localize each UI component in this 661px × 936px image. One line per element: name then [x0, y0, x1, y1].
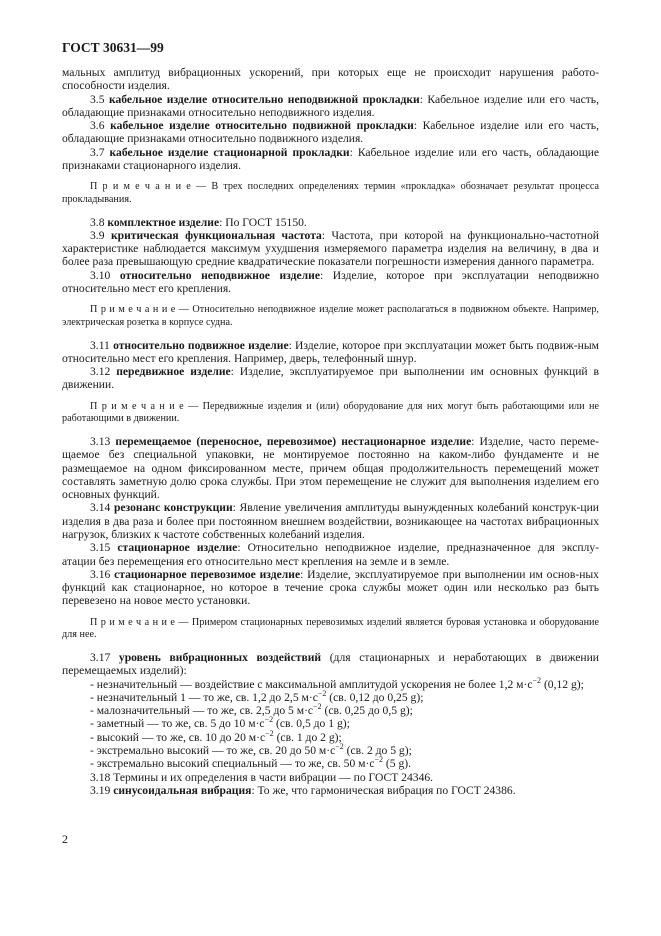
- clause-term: относительно неподвижное изделие: [119, 268, 320, 282]
- clause-3-13: [62, 435, 599, 501]
- clause-3-10: [62, 269, 599, 296]
- exponent: −2: [265, 728, 274, 738]
- clause-text: : Изделие, часто переме-щаемое без специальной упаковки, не монтируемое постоянно на каком-либо фундаменте и не размещаемое на одном фиксированном месте, причем общая продолжительность перемещений может составлять заметную долю срока службы. При этом перемещение не служит для выполнения изделием его основных функций.: [62, 434, 599, 502]
- clause-number: 3.13: [90, 434, 111, 448]
- clause-number: 3.10: [90, 268, 111, 282]
- clause-number: 3.15: [90, 541, 111, 555]
- list-item-suffix: (св. 2 до 5 g);: [343, 744, 412, 758]
- note-text: — В трех последних определениях термин «прокладка» обозначает результат процесса прокладывания.: [62, 181, 599, 205]
- clause-3-14: [62, 501, 599, 541]
- clause-number: 3.8: [90, 215, 105, 229]
- list-item-text: - незначительный 1 — то же, св. 1,2 до 2,5 м·с: [90, 690, 318, 704]
- clause-3-5: [62, 93, 599, 120]
- exponent: −2: [335, 742, 344, 752]
- clause-number: 3.11: [90, 338, 110, 352]
- clause-term: перемещаемое (переносное, перевозимое) нестационарное изделие: [115, 434, 472, 448]
- note-4: [62, 617, 599, 642]
- list-item-suffix: (св. 1 до 2 g);: [273, 730, 342, 744]
- clause-text: : По ГОСТ 15150.: [219, 215, 307, 229]
- note-3: [62, 401, 599, 426]
- list-item-text: - экстремально высокий — то же, св. 20 до 50 м·с: [90, 744, 336, 758]
- clause-text: : Изделие, которое при эксплуатации неподвижно относительно мест его крепления.: [62, 268, 599, 296]
- list-item-text: - малозначительный — то же, св. 2,5 до 5 м·с: [90, 704, 314, 718]
- clause-text: : То же, что гармоническая вибрация по ГОСТ 24386.: [251, 783, 516, 797]
- list-item: [62, 688, 599, 704]
- list-item-text: - заметный — то же, св. 5 до 10 м·с: [90, 717, 265, 731]
- clause-text: : Кабельное изделие или его часть, обладающие признаками относительно неподвижного изделия.: [62, 92, 599, 119]
- intro-paragraph: мальных амплитуд вибрационных ускорений, при которых еще не происходит нарушения работо-способности изделия.: [62, 66, 599, 93]
- clause-3-9: [62, 229, 599, 269]
- clause-text: : Изделие, эксплуатируемое при выполнении им основных функций в движении.: [62, 365, 599, 392]
- clause-3-7: [62, 146, 599, 173]
- clause-text: : Кабельное изделие или его часть, обладающие признаками стационарного изделия.: [62, 145, 599, 173]
- list-item-text: - высокий — то же, св. 10 до 20 м·с: [90, 730, 266, 744]
- exponent: −2: [374, 755, 383, 765]
- clause-text: : Изделие, которое при эксплуатации может быть подвиж-ным относительно мест его крепления. Например, дверь, телефонный шнур.: [62, 338, 600, 365]
- list-item: [62, 728, 599, 744]
- clause-term: стационарное изделие: [117, 541, 238, 555]
- clause-3-17: [62, 651, 599, 678]
- note-text: — Относительно неподвижное изделие может располагаться в подвижном объекте. Например, электрическая розетка в корпусе судна.: [62, 304, 599, 328]
- clause-number: 3.9: [90, 228, 105, 242]
- clause-term: синусоидальная вибрация: [113, 783, 252, 797]
- clause-text: : Относительно неподвижное изделие, предназначенное для эксплу-атации без перемещения его относительно мест крепления на земле и в земле.: [62, 541, 599, 568]
- clause-text: Термины и их определения в части вибрации — по ГОСТ 24346.: [110, 770, 434, 784]
- exponent: −2: [264, 715, 274, 725]
- list-item-suffix: (5 g).: [383, 757, 412, 771]
- clause-number: 3.18: [90, 770, 111, 784]
- note-label: П р и м е ч а н и е: [90, 400, 184, 412]
- list-item-text: - экстремально высокий специальный — то же, св. 50 м·с: [90, 757, 375, 771]
- clause-number: 3.14: [90, 501, 111, 515]
- clause-3-11: [62, 339, 599, 366]
- clause-term: кабельное изделие стационарной прокладки: [109, 145, 350, 159]
- clause-number: 3.16: [90, 567, 111, 581]
- clause-text: : Явление увеличения амплитуды вынужденных колебаний конструк-ции изделия в два раза и более при постоянном внешнем воздействии, возникающее на частотах вибрационных нагрузок, близких к частоте собственных колебаний изделия.: [62, 501, 599, 541]
- list-item: [62, 717, 599, 730]
- clause-number: 3.7: [90, 145, 105, 159]
- clause-number: 3.6: [90, 119, 105, 133]
- clause-3-6: [62, 119, 599, 146]
- document-header: ГОСТ 30631—99: [62, 40, 164, 55]
- clause-3-15: [62, 541, 599, 568]
- note-label: П р и м е ч а н и е: [90, 304, 176, 316]
- clause-text: (для стационарных и неработающих в движении перемещаемых изделий):: [62, 650, 599, 678]
- clause-term: относительно подвижное изделие: [113, 338, 289, 352]
- clause-text: : Изделие, эксплуатируемое при выполнении им основ-ных функций как стационарное, но которое в течение срока службы может один или несколько раз быть перевезено на новое место установки.: [62, 567, 599, 608]
- list-item-suffix: (св. 0,25 до 0,5 g);: [321, 704, 413, 718]
- note-1: [62, 181, 599, 206]
- document-page: [62, 40, 599, 797]
- note-label: П р и м е ч а н и е: [90, 616, 175, 628]
- list-item-suffix: (св. 0,12 до 0,25 g);: [326, 690, 424, 704]
- clause-term: резонанс конструкции: [113, 501, 233, 515]
- note-text: — Передвижные изделия и (или) оборудование для них могут быть работающими или не работающими в движении.: [62, 400, 599, 425]
- clause-3-16: [62, 568, 599, 608]
- note-text: — Примером стационарных перевозимых изделий является буровая установка и оборудование для нее.: [62, 616, 599, 641]
- clause-3-18: [62, 771, 599, 784]
- clause-number: 3.17: [90, 650, 111, 664]
- clause-3-12: [62, 365, 599, 392]
- page-number: 2: [62, 832, 68, 846]
- clause-term: уровень вибрационных воздействий: [118, 650, 322, 664]
- note-2: [62, 304, 599, 329]
- clause-term: критическая функциональная частота: [110, 228, 322, 242]
- list-item: [62, 744, 599, 757]
- clause-term: кабельное изделие относительно подвижной прокладки: [110, 119, 414, 133]
- clause-3-8: [62, 216, 599, 229]
- clause-term: стационарное перевозимое изделие: [114, 567, 301, 581]
- list-item: [62, 675, 599, 691]
- clause-number: 3.5: [90, 92, 105, 106]
- clause-term: кабельное изделие относительно неподвижной прокладки: [108, 92, 420, 106]
- clause-text: : Частота, при которой на функционально-частотной характеристике наблюдается максимум ухудшения измеряемого параметра изделия на величину, в два и более раза превышающую средние квадратические показатели погрешности измерения данного параметра.: [62, 228, 599, 269]
- list-item-suffix: (0,12 g);: [541, 677, 584, 691]
- clause-3-19: [62, 784, 599, 797]
- list-item-text: - незначительный — воздействие с максимальной амплитудой ускорения не более 1,2 м·с: [90, 677, 533, 691]
- clause-term: комплектное изделие: [107, 215, 220, 229]
- clause-number: 3.12: [90, 365, 111, 379]
- clause-term: передвижное изделие: [116, 365, 231, 379]
- exponent: −2: [313, 702, 322, 712]
- clause-text: : Кабельное изделие или его часть, обладающие признаками относительно подвижного изделия.: [62, 119, 599, 146]
- exponent: −2: [317, 688, 327, 698]
- list-item-suffix: (св. 0,5 до 1 g);: [273, 717, 350, 731]
- note-label: П р и м е ч а н и е: [90, 181, 191, 193]
- exponent: −2: [532, 675, 542, 685]
- list-item: [62, 704, 599, 717]
- list-item: [62, 757, 599, 770]
- clause-number: 3.19: [90, 783, 111, 797]
